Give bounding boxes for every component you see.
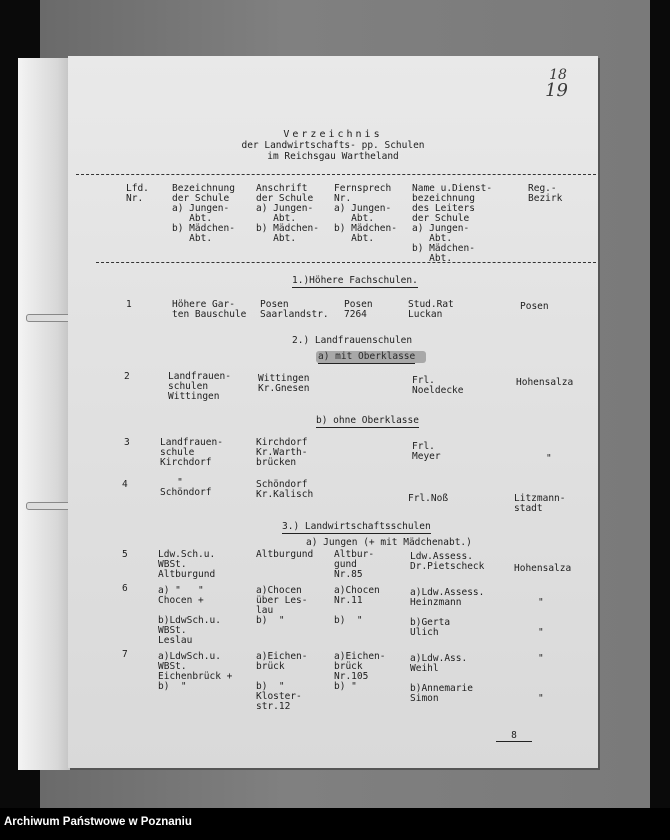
section-heading-3a: a) Jungen (+ mit Mädchenabt.) [306, 537, 472, 548]
header-divider-bottom [96, 262, 596, 263]
title-line-1: Verzeichnis [283, 129, 383, 140]
row-5-nr: 5 [122, 549, 128, 560]
column-header-region: Reg.- Bezirk [528, 183, 563, 204]
row-1-address: Posen Saarlandstr. [260, 299, 329, 320]
folio-number-2: 19 [545, 80, 568, 101]
row-1-region: Posen [520, 301, 549, 312]
row-1-head: Stud.Rat Luckan [408, 299, 454, 320]
row-1-phone: Posen 7264 [344, 299, 373, 320]
section-heading-2a: a) mit Oberklasse [318, 351, 416, 362]
row-1-name: Höhere Gar- ten Bauschule [172, 299, 247, 320]
strikeout-mark [316, 351, 426, 363]
row-4-address: Schöndorf Kr.Kalisch [256, 479, 314, 500]
row-7-address: a)Eichen- brück b) " Kloster- str.12 [256, 651, 308, 712]
page-number: 8 [496, 731, 532, 742]
row-6-phone: a)Chocen Nr.11 b) " [334, 585, 380, 626]
row-6-head: a)Ldw.Assess. Heinzmann b)Gerta Ulich [410, 587, 485, 638]
folio-number-1: 18 [549, 67, 567, 83]
row-7-region: " " [538, 653, 544, 704]
row-2-name: Landfrauen- schulen Wittingen [168, 371, 231, 402]
column-header-name: Bezeichnung der Schule a) Jungen- Abt. b) Mädchen- Abt. [172, 183, 235, 244]
row-2-address: Wittingen Kr.Gnesen [258, 373, 310, 394]
row-5-name: Ldw.Sch.u. WBSt. Altburgund [158, 549, 216, 580]
column-header-address: Anschrift der Schule a) Jungen- Abt. b) Mädchen- Abt. [256, 183, 319, 244]
row-3-region: " [546, 453, 552, 464]
row-6-region: " " [538, 597, 544, 638]
column-header-nr: Lfd. Nr. [126, 183, 149, 204]
header-divider-top [76, 174, 596, 175]
row-6-address: a)Chocen über Les- lau b) " [256, 585, 308, 626]
row-5-region: Hohensalza [514, 563, 572, 574]
title-line-3: im Reichsgau Wartheland [267, 151, 399, 162]
row-3-head: Frl. Meyer [412, 441, 441, 462]
row-6-nr: 6 [122, 583, 128, 594]
row-7-head: a)Ldw.Ass. Weihl b)Annemarie Simon [410, 653, 473, 704]
document-title [68, 130, 598, 162]
row-7-nr: 7 [122, 649, 128, 660]
row-3-nr: 3 [124, 437, 130, 448]
section-heading-2b: b) ohne Oberklasse [316, 415, 419, 426]
row-2-region: Hohensalza [516, 377, 574, 388]
column-header-head: Name u.Dienst- bezeichnung des Leiters der Schule a) Jungen- Abt. b) Mädchen- Abt. [412, 183, 493, 264]
row-4-name: " Schöndorf [160, 477, 212, 498]
column-header-phone: Fernsprech Nr. a) Jungen- Abt. b) Mädchen- Abt. [334, 183, 397, 244]
row-3-address: Kirchdorf Kr.Warth- brücken [256, 437, 308, 468]
row-5-phone: Altbur- gund Nr.85 [334, 549, 375, 580]
folio-numbers [545, 67, 568, 101]
row-2-head: Frl. Noeldecke [412, 375, 464, 396]
row-2-nr: 2 [124, 371, 130, 382]
row-4-region: Litzmann- stadt [514, 493, 566, 514]
title-line-2: der Landwirtschafts- pp. Schulen [241, 140, 425, 151]
section-heading-2: 2.) Landfrauenschulen [292, 335, 413, 346]
row-1-nr: 1 [126, 299, 132, 310]
row-7-name: a)LdwSch.u. WBSt. Eichenbrück + b) " [158, 651, 233, 692]
row-7-phone: a)Eichen- brück Nr.105 b) " [334, 651, 386, 692]
archive-label: Archiwum Państwowe w Poznaniu [4, 816, 192, 828]
document-page [68, 56, 598, 768]
row-5-address: Altburgund [256, 549, 314, 560]
section-heading-3: 3.) Landwirtschaftsschulen [282, 521, 431, 532]
row-6-name: a) " " Chocen + b)LdwSch.u. WBSt. Leslau [158, 585, 221, 646]
row-4-head: Frl.Noß [408, 493, 449, 504]
row-4-nr: 4 [122, 479, 128, 490]
row-3-name: Landfrauen- schule Kirchdorf [160, 437, 223, 468]
section-heading-1: 1.)Höhere Fachschulen. [292, 275, 418, 286]
row-5-head: Ldw.Assess. Dr.Pietscheck [410, 551, 485, 572]
